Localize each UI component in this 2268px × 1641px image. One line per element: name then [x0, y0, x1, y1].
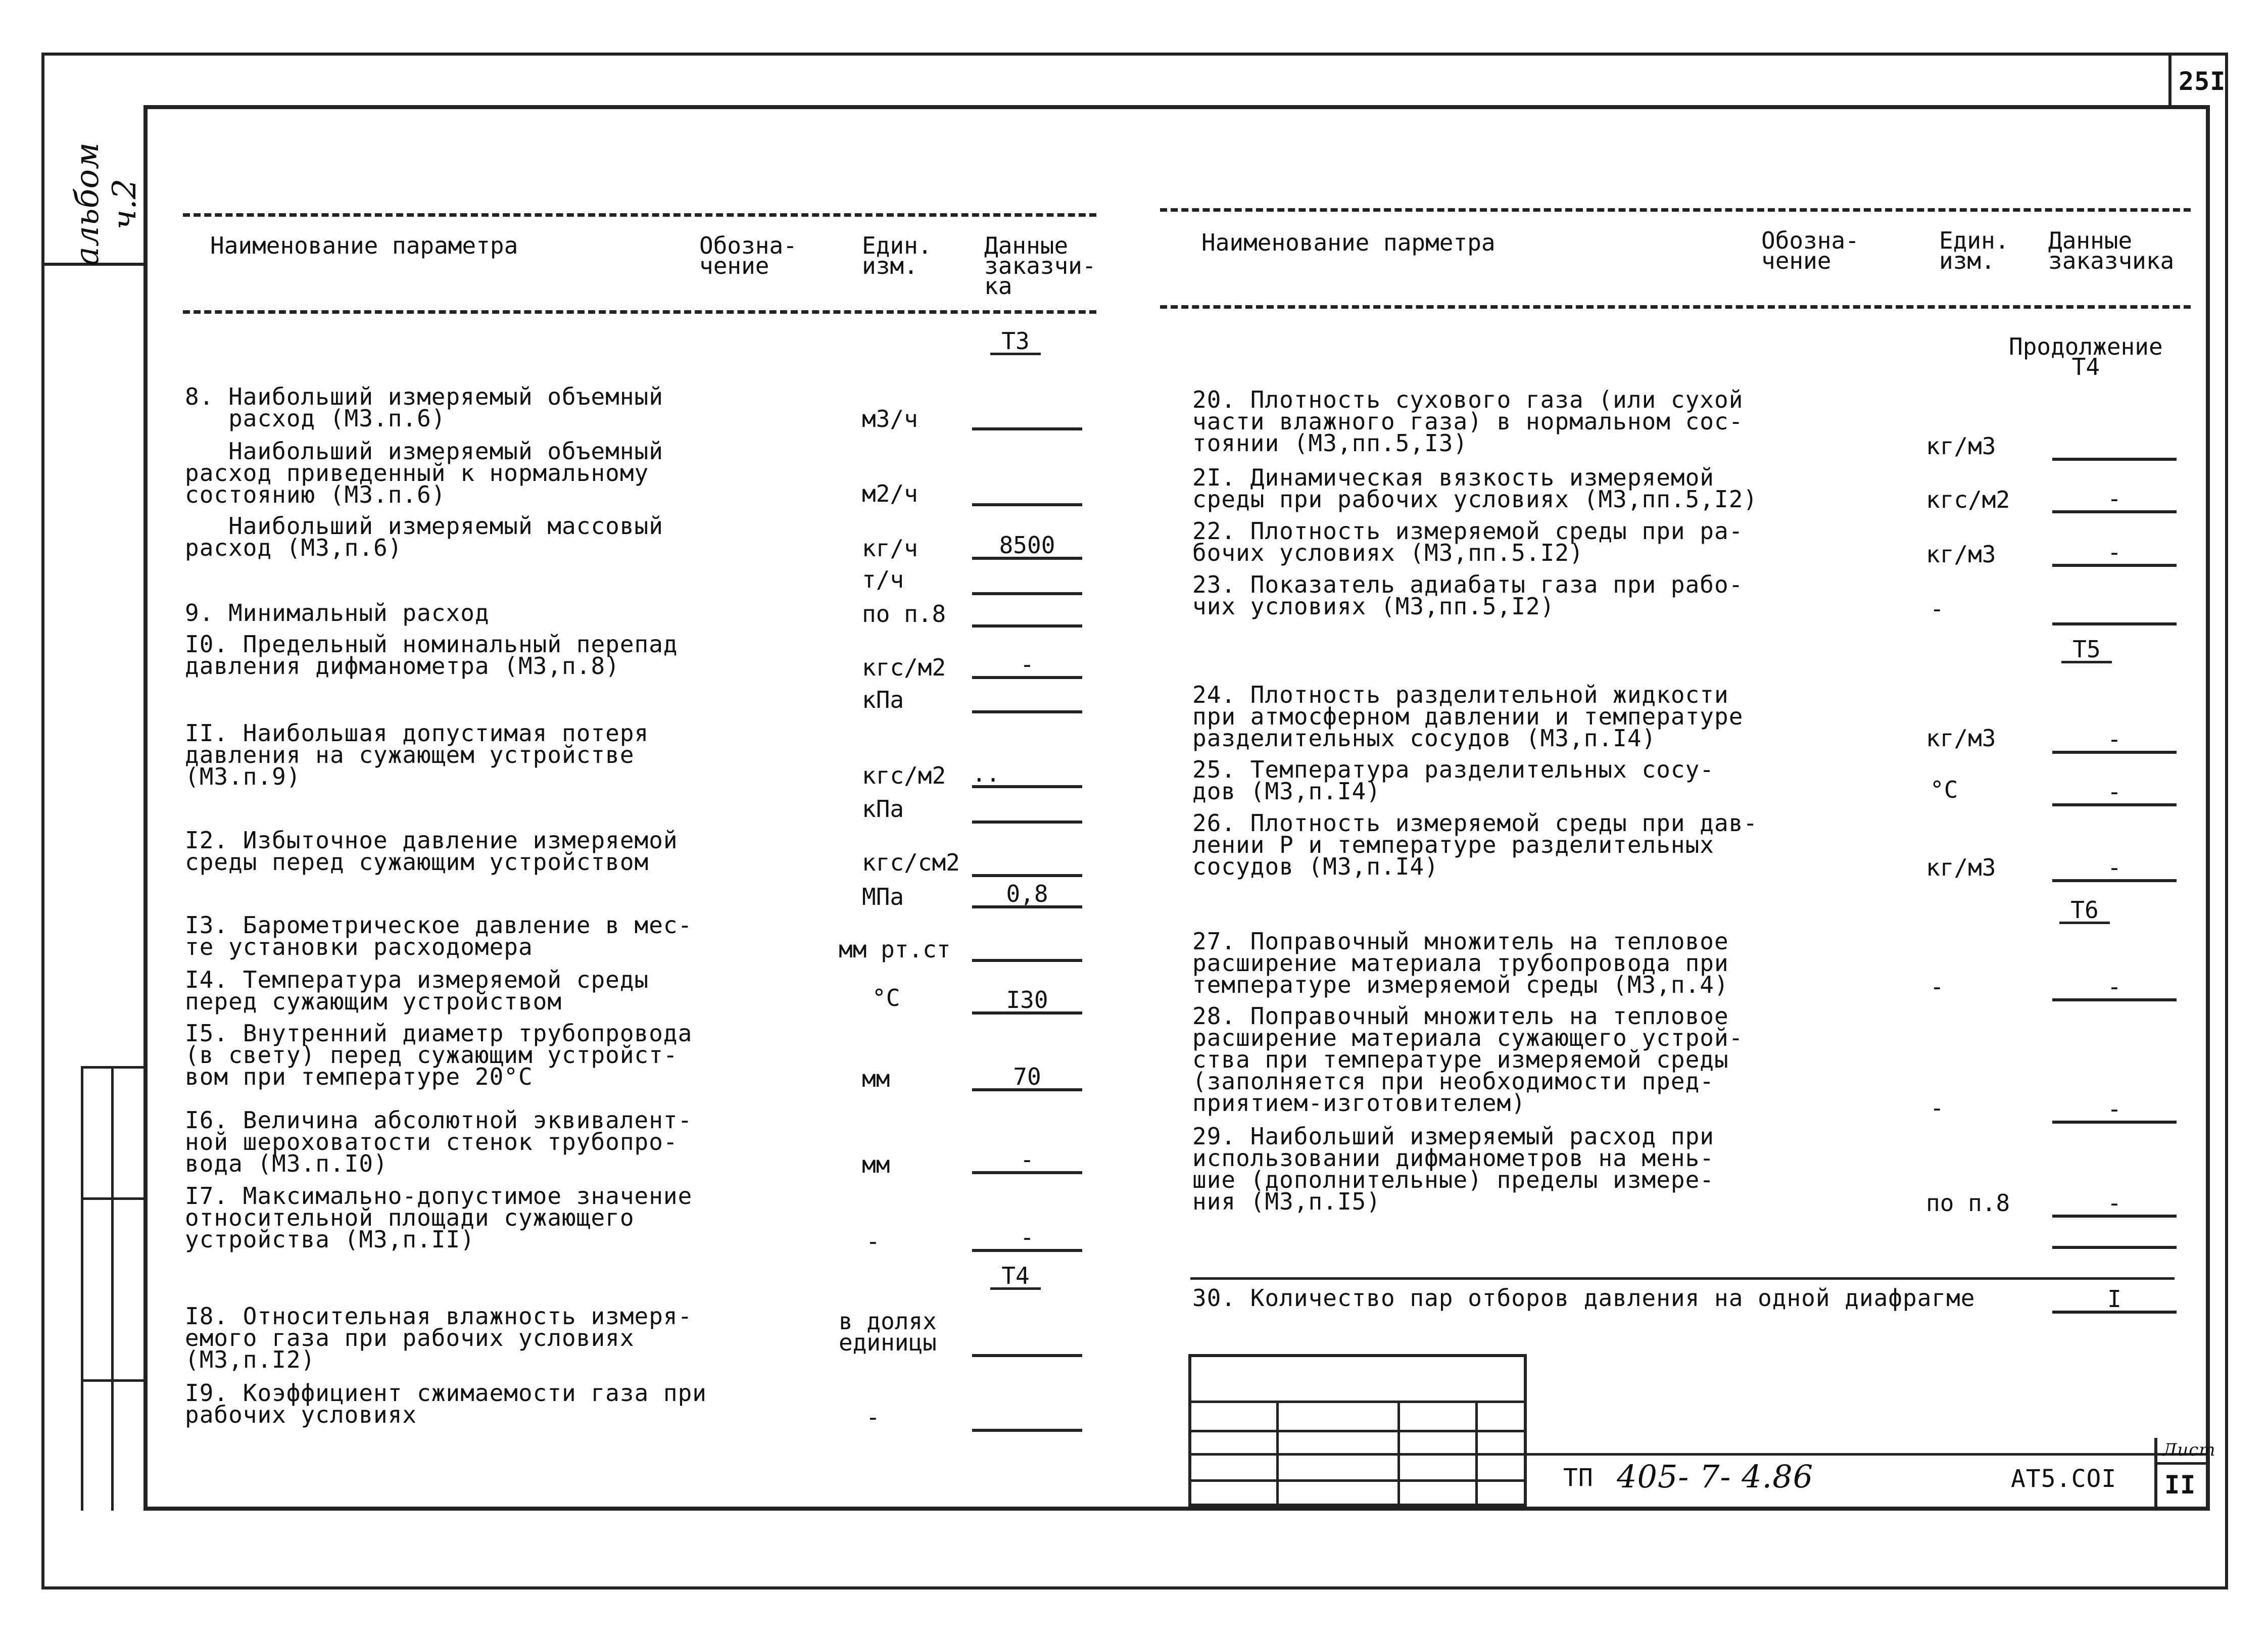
left-header-bottom-dash — [183, 310, 1096, 314]
value-field — [2052, 599, 2177, 625]
param-row-26: 26. Плотность измеряемой среды при дав- лении Р и температуре разделительных сосудов (МЗ,п.I4) — [1192, 809, 1758, 880]
param-row-16: I6. Величина абсолютной эквивалент- ной шероховатости стенок трубопро- вода (МЗ.п.I0) — [185, 1106, 693, 1177]
inner-frame-right — [2206, 105, 2210, 1511]
value-field: - — [2052, 728, 2177, 754]
unit-cell: мм — [862, 1151, 890, 1178]
continuation-label: Продолжение Т4 — [2009, 333, 2163, 380]
param-row-8c: Наибольший измеряемый массовый расход (МЗ,п.6) — [185, 512, 663, 561]
param-row-23: 23. Показатель адиабаты газа при рабо- чих условиях (МЗ,пп.5,I2) — [1192, 571, 1744, 620]
unit-cell: м3/ч — [862, 405, 918, 432]
value-field: 70 — [972, 1065, 1082, 1091]
table-tag-t4: Т4 — [990, 1264, 1041, 1290]
value-field — [972, 601, 1082, 628]
param-row-19: I9. Коэффициент сжимаемости газа при рабочих условиях — [185, 1379, 707, 1428]
right-col-unit-header: Един. изм. — [1939, 227, 2009, 274]
stamp-grid-h3 — [1188, 1453, 2206, 1456]
doc-number: 405- 7- 4.86 — [1617, 1458, 1814, 1495]
unit-cell: мм — [862, 1065, 890, 1092]
value-field — [972, 404, 1082, 430]
unit-cell: - — [1930, 1094, 1944, 1122]
param-row-13: I3. Барометрическое давление в мес- те установки расходомера — [185, 911, 693, 960]
outer-frame-bottom — [41, 1586, 2228, 1589]
unit-cell: в долях единицы — [839, 1308, 937, 1356]
param-row-8: 8. Наибольший измеряемый объемный расход (МЗ.п.6) — [185, 383, 663, 432]
side-grid-v1 — [81, 1066, 83, 1511]
inner-frame-left — [143, 105, 148, 1511]
unit-cell: кПа — [862, 795, 904, 823]
sheet-box-left — [2154, 1438, 2157, 1509]
unit-cell: кг/м3 — [1926, 725, 1996, 752]
side-label: альбом ч.2 — [69, 142, 143, 266]
unit-cell: °С — [872, 984, 900, 1011]
row30-top-rule — [1190, 1277, 2175, 1280]
unit-cell: кгс/м2 — [862, 762, 946, 789]
stamp-grid-v2 — [1397, 1401, 1400, 1507]
corner-box-left — [2168, 53, 2172, 109]
side-grid-h2 — [81, 1197, 144, 1200]
param-row-8b: Наибольший измеряемый объемный расход приведенный к нормальному состоянию (МЗ.п.6) — [185, 438, 663, 508]
value-field — [972, 797, 1082, 824]
unit-cell: мм рт.ст — [839, 936, 951, 963]
left-col-designation-header: Обозна- чение — [699, 232, 797, 279]
param-row-28: 28. Поправочный множитель на тепловое расширение материала сужающего устрой- ства при температуре измеряемой среды (заполняется при необходимости пред- приятием-изготовителем) — [1192, 1002, 1744, 1117]
value-field: - — [2052, 975, 2177, 1001]
unit-cell: кг/м3 — [1926, 541, 1996, 568]
unit-cell: кгс/м2 — [1926, 486, 2010, 513]
table-tag-t5: Т5 — [2061, 638, 2112, 663]
value-field: - — [2052, 780, 2177, 806]
value-field: - — [2052, 541, 2177, 567]
right-header-top-dash — [1160, 208, 2191, 212]
param-row-24: 24. Плотность разделительной жидкости при атмосферном давлении и температуре разделительных сосудов (МЗ,п.I4) — [1192, 681, 1744, 752]
param-row-12: I2. Избыточное давление измеряемой среды перед сужающим устройством — [185, 827, 678, 876]
unit-cell: - — [1930, 973, 1944, 1000]
unit-cell: - — [866, 1228, 880, 1255]
value-field: - — [2052, 487, 2177, 513]
right-header-bottom-dash — [1160, 305, 2191, 309]
param-row-22: 22. Плотность измеряемой среды при ра- бочих условиях (МЗ,пп.5.I2) — [1192, 517, 1744, 566]
sheet-label: Лист — [2162, 1440, 2216, 1460]
value-field — [972, 687, 1082, 713]
unit-cell: - — [1930, 595, 1944, 622]
doc-prefix: ТП — [1563, 1464, 1594, 1492]
right-col-data-header: Данные заказчика — [2048, 227, 2175, 274]
table-tag-t3: Т3 — [990, 329, 1041, 355]
param-row-20: 20. Плотность сухового газа (или сухой части влажного газа) в нормальном сос- тоянии (МЗ,пп.5,I3) — [1192, 386, 1744, 457]
param-row-30: 30. Количество пар отборов давления на одной диафрагме — [1192, 1284, 1975, 1312]
value-field: I30 — [972, 988, 1082, 1015]
unit-cell: по п.8 — [1926, 1189, 2010, 1217]
stamp-grid-v3 — [1475, 1401, 1478, 1507]
value-field: - — [972, 1226, 1082, 1252]
unit-cell: по п.8 — [862, 600, 946, 628]
unit-cell: м2/ч — [862, 480, 918, 507]
value-field: - — [2052, 856, 2177, 882]
side-grid-v2 — [111, 1066, 114, 1511]
table-tag-t6: Т6 — [2059, 898, 2110, 924]
unit-cell: кг/ч — [862, 535, 918, 562]
unit-cell: кгс/м2 — [862, 654, 946, 681]
right-col-name-header: Наименование парметра — [1201, 229, 1495, 256]
left-col-name-header: Наименование параметра — [210, 232, 518, 259]
value-field: - — [2052, 1097, 2177, 1124]
param-row-21: 2I. Динамическая вязкость измеряемой среды при рабочих условиях (МЗ,пп.5,I2) — [1192, 464, 1758, 513]
unit-cell: т/ч — [862, 566, 904, 593]
stamp-grid-v1 — [1276, 1401, 1279, 1507]
unit-cell: - — [866, 1404, 880, 1431]
doc-code: АТ5.СОI — [2011, 1465, 2117, 1493]
value-field: 8500 — [972, 534, 1082, 560]
value-field — [972, 1331, 1082, 1357]
outer-frame-right — [2225, 53, 2228, 1588]
value-field: .. — [972, 762, 1082, 788]
value-field: 0,8 — [972, 882, 1082, 908]
param-row-11: II. Наибольшая допустимая потеря давления на сужающем устройстве (МЗ.п.9) — [185, 719, 649, 790]
inner-frame-bottom — [143, 1507, 2210, 1511]
outer-frame-top — [41, 53, 2228, 56]
value-field: - — [972, 1148, 1082, 1174]
param-row-17: I7. Максимально-допустимое значение относительной площади сужающего устройства (МЗ,п.II) — [185, 1182, 693, 1253]
left-col-data-header: Данные заказчи- ка — [984, 232, 1096, 300]
sheet-corner-number: 25I — [2179, 67, 2226, 96]
value-field — [972, 851, 1082, 877]
value-field — [972, 480, 1082, 506]
value-field — [2052, 435, 2177, 461]
unit-cell: кгс/см2 — [862, 849, 960, 876]
param-row-15: I5. Внутренний диаметр трубопровода (в свету) перед сужающим устройст- вом при температуре 20°С — [185, 1020, 693, 1090]
left-col-unit-header: Един. изм. — [862, 232, 932, 279]
left-header-top-dash — [183, 213, 1096, 217]
sheet-number: II — [2164, 1470, 2196, 1500]
param-row-25: 25. Температура разделительных сосу- дов (МЗ,п.I4) — [1192, 756, 1714, 805]
param-row-29: 29. Наибольший измеряемый расход при использовании дифманометров на мень- шие (дополнительные) пределы измере- ния (МЗ,п.I5) — [1192, 1123, 1714, 1215]
value-field — [972, 936, 1082, 962]
inner-frame-top — [143, 105, 2210, 109]
unit-cell: МПа — [862, 883, 904, 910]
side-grid-h3 — [81, 1379, 144, 1382]
param-row-14: I4. Температура измеряемой среды перед сужающим устройством — [185, 966, 649, 1015]
param-row-18: I8. Относительная влажность измеря- емого газа при рабочих условиях (МЗ,п.I2) — [185, 1302, 693, 1373]
outer-frame-left — [41, 53, 44, 1588]
side-grid-h1 — [81, 1066, 144, 1069]
unit-cell: кг/м3 — [1926, 854, 1996, 881]
param-row-9: 9. Минимальный расход — [185, 599, 490, 626]
sheet-box-split — [2154, 1462, 2206, 1465]
unit-cell: кПа — [862, 686, 904, 713]
value-field: I — [2052, 1287, 2177, 1314]
param-row-27: 27. Поправочный множитель на тепловое расширение материала трубопровода при температуре измеряемой среды (МЗ,п.4) — [1192, 928, 1729, 998]
value-field — [972, 1406, 1082, 1432]
unit-cell: кг/м3 — [1926, 432, 1996, 460]
value-field: - — [2052, 1191, 2177, 1218]
unit-cell: °С — [1930, 776, 1958, 803]
stamp-title-divider — [1524, 1453, 1527, 1509]
param-row-10: I0. Предельный номинальный перепад давления дифманометра (МЗ,п.8) — [185, 631, 678, 680]
right-col-designation-header: Обозна- чение — [1761, 227, 1859, 274]
row29-extra-line — [2052, 1246, 2177, 1249]
value-field: - — [972, 653, 1082, 679]
value-field — [972, 569, 1082, 595]
